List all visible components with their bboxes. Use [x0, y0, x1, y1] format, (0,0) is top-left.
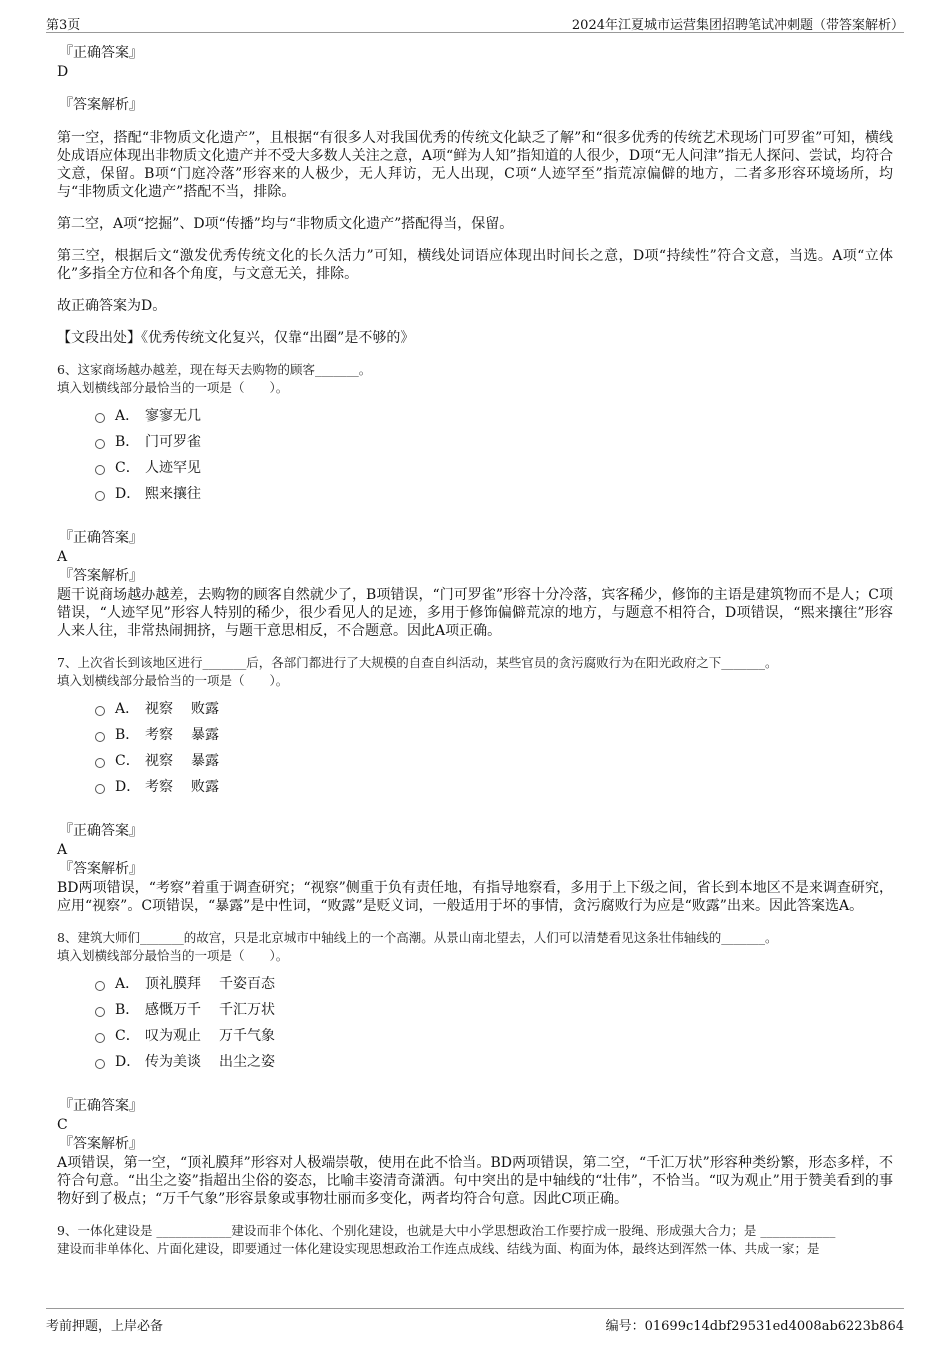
radio-icon[interactable] — [95, 784, 105, 794]
page-header — [46, 12, 904, 33]
answer-label: 『正确答案』 — [59, 530, 143, 546]
option-a[interactable]: A． 顶礼膜拜 千姿百态 — [95, 971, 893, 997]
answer-value: C — [57, 1117, 68, 1133]
question-title: 6、这家商场越办越差，现在每天去购物的顾客_______。 — [57, 362, 372, 377]
option-d[interactable]: D． 熙来攘往 — [95, 481, 893, 507]
answer-label: 『正确答案』 — [59, 1098, 143, 1114]
analysis-paragraph: 故正确答案为D。 — [57, 298, 167, 314]
page-footer — [46, 1308, 904, 1333]
option-b[interactable]: B． 门可罗雀 — [95, 429, 893, 455]
radio-icon[interactable] — [95, 1059, 105, 1069]
question-instruction: 填入划横线部分最恰当的一项是（ ）。 — [57, 380, 289, 395]
option-a[interactable]: A． 视察 败露 — [95, 696, 893, 722]
analysis-paragraph: 第二空，A项“挖掘”、D项“传播”均与“非物质文化遗产”搭配得当，保留。 — [57, 216, 514, 232]
question-title: 8、建筑大师们_______的故宫，只是北京城市中轴线上的一个高潮。从景山南北望去，人们可以清楚看见这条壮伟轴线的_______。 — [57, 930, 778, 945]
radio-icon[interactable] — [95, 1033, 105, 1043]
answer-label: 『正确答案』 — [59, 45, 143, 61]
option-c[interactable]: C． 视察 暴露 — [95, 748, 893, 774]
analysis-paragraph: 第三空，根据后文“激发优秀传统文化的长久活力”可知，横线处词语应体现出时间长之意，D项“持续性”符合文意，当选。A项“立体化”多指全方位和各个角度，与文意无关，排除。 — [57, 248, 893, 282]
question-9 — [57, 1222, 893, 1258]
document-title: 2024年江夏城市运营集团招聘笔试冲刺题（带答案解析） — [571, 18, 904, 33]
source-line: 【文段出处】《优秀传统文化复兴，仅靠“出圈”是不够的》 — [57, 330, 415, 346]
radio-icon[interactable] — [95, 758, 105, 768]
option-list — [95, 403, 893, 507]
question-6 — [57, 361, 893, 640]
option-a[interactable]: A． 寥寥无几 — [95, 403, 893, 429]
analysis-label: 『答案解析』 — [59, 861, 143, 877]
radio-icon[interactable] — [95, 491, 105, 501]
question-title-continued: 建设而非单体化、片面化建设，即要通过一体化建设实现思想政治工作连点成线、结线为面、构面为体，最终达到浑然一体、共成一家；是 — [57, 1241, 820, 1256]
radio-icon[interactable] — [95, 1007, 105, 1017]
radio-icon[interactable] — [95, 732, 105, 742]
question-7 — [57, 654, 893, 915]
analysis-label: 『答案解析』 — [59, 568, 143, 584]
question-8 — [57, 929, 893, 1208]
radio-icon[interactable] — [95, 413, 105, 423]
radio-icon[interactable] — [95, 439, 105, 449]
answer-value: A — [57, 549, 68, 565]
footer-slogan: 考前押题，上岸必备 — [46, 1319, 164, 1334]
option-list — [95, 696, 893, 800]
option-c[interactable]: C． 叹为观止 万千气象 — [95, 1023, 893, 1049]
analysis-paragraph: BD两项错误，“考察”着重于调查研究；“视察”侧重于负有责任地，有指导地察看，多用于上下级之间，省长到本地区不是来调查研究，应用“视察”。C项错误，“暴露”是中性词，“败露”是贬义词，一般适用于坏的事情，贪污腐败行为应是“败露”出来。因此答案选A。 — [57, 880, 893, 914]
answer-value: A — [57, 842, 68, 858]
option-c[interactable]: C． 人迹罕见 — [95, 455, 893, 481]
question-instruction: 填入划横线部分最恰当的一项是（ ）。 — [57, 948, 289, 963]
answer-label: 『正确答案』 — [59, 823, 143, 839]
question-title: 7、上次省长到该地区进行_______后，各部门都进行了大规模的自查自纠活动，某些官员的贪污腐败行为在阳光政府之下_______。 — [57, 655, 778, 670]
answer-value: D — [57, 64, 69, 80]
option-b[interactable]: B． 感慨万千 千汇万状 — [95, 997, 893, 1023]
option-d[interactable]: D． 考察 败露 — [95, 774, 893, 800]
analysis-paragraph: 第一空，搭配“非物质文化遗产”，且根据“有很多人对我国优秀的传统文化缺乏了解”和“很多优秀的传统艺术现场门可罗雀”可知，横线处成语应体现出非物质文化遗产并不受大多数人关注之意，A项“鲜为人知”指知道的人很少，D项“无人问津”指无人探问、尝试，均符合文意，保留。B项“门庭冷落”形容来的人极少，无人拜访，无人出现，C项“人迹罕至”指荒凉偏僻的地方，二者多形容环境场所，均与“非物质文化遗产”搭配不当，排除。 — [57, 130, 893, 200]
option-b[interactable]: B． 考察 暴露 — [95, 722, 893, 748]
analysis-paragraph: 题干说商场越办越差，去购物的顾客自然就少了，B项错误，“门可罗雀”形容十分冷落，宾客稀少，修饰的主语是建筑物而不是人；C项错误，“人迹罕见”形容人特别的稀少，很少看见人的足迹，多用于修饰偏僻荒凉的地方，与题意不相符合，D项错误，“熙来攘往”形容人来人往，非常热闹拥挤，与题干意思相反，不合题意。因此A项正确。 — [57, 587, 893, 639]
question-instruction: 填入划横线部分最恰当的一项是（ ）。 — [57, 673, 289, 688]
analysis-label: 『答案解析』 — [59, 1136, 143, 1152]
radio-icon[interactable] — [95, 981, 105, 991]
document-id: 编号：01699c14dbf29531ed4008ab6223b864 — [605, 1319, 904, 1334]
radio-icon[interactable] — [95, 465, 105, 475]
question-title: 9、一体化建设是 ____________建设而非个体化、个别化建设，也就是大中小学思想政治工作要拧成一股绳、形成强大合力；是 ____________ — [57, 1223, 836, 1238]
option-d[interactable]: D． 传为美谈 出尘之姿 — [95, 1049, 893, 1075]
page-number: 第3页 — [46, 18, 81, 33]
option-list — [95, 971, 893, 1075]
analysis-label: 『答案解析』 — [59, 97, 143, 113]
document-body — [57, 44, 893, 1258]
radio-icon[interactable] — [95, 706, 105, 716]
analysis-paragraph: A项错误，第一空，“顶礼膜拜”形容对人极端崇敬，使用在此不恰当。BD两项错误，第二空，“千汇万状”形容种类纷繁，形态多样，不符合句意。“出尘之姿”指超出尘俗的姿态，比喻丰姿清奇潇洒。句中突出的是中轴线的“壮伟”，不恰当。“叹为观止”用于赞美看到的事物好到了极点；“万千气象”形容景象或事物壮丽而多变化，两者均符合句意。因此C项正确。 — [57, 1155, 893, 1207]
